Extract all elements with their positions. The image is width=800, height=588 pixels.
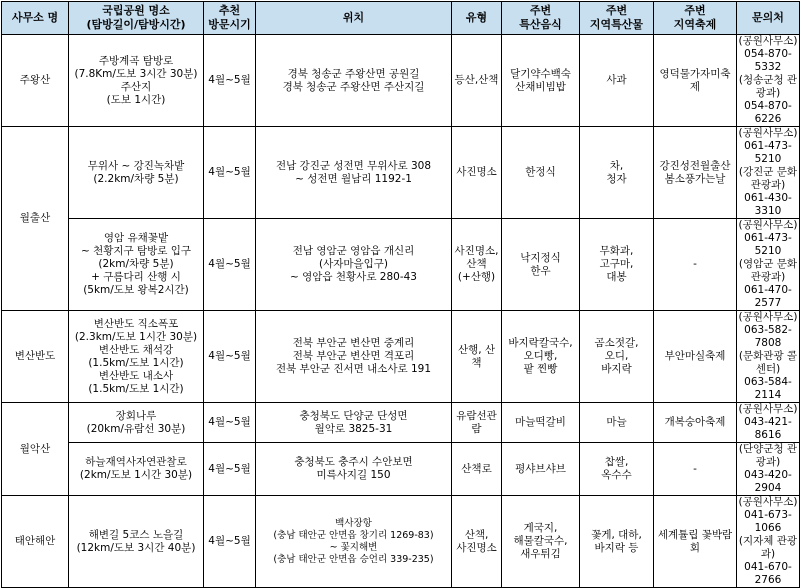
type-cell: 산책, 사진명소	[452, 496, 502, 588]
table-row	[2, 219, 800, 311]
location-cell: 전북 부안군 변산면 중계리 전북 부안군 변산면 격포리 전북 부안군 진서면 내소사로 191	[256, 311, 452, 403]
food-cell: 마늘떡갈비	[502, 403, 580, 443]
table-row	[2, 311, 800, 403]
season-cell: 4월~5월	[204, 496, 256, 588]
season-cell: 4월~5월	[204, 127, 256, 219]
header-contact: 문의처	[737, 2, 800, 35]
header-product: 주변 지역특산물	[580, 2, 654, 35]
contact-cell: (단양군청 관광과) 043-420-2904	[737, 443, 800, 496]
park-info-table	[1, 1, 800, 588]
product-cell: 마늘	[580, 403, 654, 443]
location-cell: 충청북도 단양군 단성면 월악로 3825-31	[256, 403, 452, 443]
header-type: 유형	[452, 2, 502, 35]
office-name: 변산반도	[2, 311, 69, 403]
food-cell: 낙지정식 한우	[502, 219, 580, 311]
park-cell: 무위사 ~ 강진녹차밭 (2.2km/차량 5분)	[69, 127, 204, 219]
type-cell: 산행, 산책	[452, 311, 502, 403]
festival-cell: -	[654, 443, 737, 496]
park-cell: 하늘재역사자연관찰로 (2km/도보 1시간 30분)	[69, 443, 204, 496]
park-cell: 영암 유채꽃밭 ~ 천황지구 탐방로 입구 (2km/차량 5분) + 구름다리 산행 시 (5km/도보 왕복2시간)	[69, 219, 204, 311]
header-season: 추천 방문시기	[204, 2, 256, 35]
contact-cell: (공원사무소) 054-870-5332 (청송군청 관광과) 054-870-6226	[737, 35, 800, 127]
product-cell: 찹쌀, 옥수수	[580, 443, 654, 496]
season-cell: 4월~5월	[204, 403, 256, 443]
location-cell: 전남 강진군 성전면 무위사로 308 ~ 성전면 월남리 1192-1	[256, 127, 452, 219]
office-name: 월악산	[2, 403, 69, 496]
contact-cell: (공원사무소) 043-421-8616	[737, 403, 800, 443]
food-cell: 평샤브샤브	[502, 443, 580, 496]
season-cell: 4월~5월	[204, 35, 256, 127]
location-cell: 충청북도 충주시 수안보면 미륵사지길 150	[256, 443, 452, 496]
contact-cell: (공원사무소) 063-582-7808 (문화관광 콜센터) 063-584-2114	[737, 311, 800, 403]
header-row	[2, 2, 800, 35]
contact-cell: (공원사무소) 061-473-5210 (강진군 문화관광과) 061-430-3310	[737, 127, 800, 219]
table-row	[2, 35, 800, 127]
season-cell: 4월~5월	[204, 311, 256, 403]
type-cell: 등산,산책	[452, 35, 502, 127]
location-cell: 전남 영암군 영암읍 개신리 (사자마을입구) ~ 영암읍 천황사로 280-43	[256, 219, 452, 311]
park-cell: 해변길 5코스 노을길 (12km/도보 3시간 40분)	[69, 496, 204, 588]
type-cell: 유람선관람	[452, 403, 502, 443]
contact-cell: (공원사무소) 061-473-5210 (영암군 문화관광과) 061-470-2577	[737, 219, 800, 311]
food-cell: 게국지, 해물칼국수, 새우튀김	[502, 496, 580, 588]
header-food: 주변 특산음식	[502, 2, 580, 35]
location-cell: 백사장항 (충남 태안군 안면읍 창기리 1269-83) ~ 꽃지해변 (충남 태안군 안면읍 승언리 339-235)	[256, 496, 452, 588]
header-park: 국립공원 명소 (탐방길이/탐방시간)	[69, 2, 204, 35]
food-cell: 한정식	[502, 127, 580, 219]
table-row	[2, 127, 800, 219]
type-cell: 사진명소	[452, 127, 502, 219]
office-name: 주왕산	[2, 35, 69, 127]
header-office: 사무소 명	[2, 2, 69, 35]
park-cell: 장회나루 (20km/유람선 30분)	[69, 403, 204, 443]
product-cell: 사과	[580, 35, 654, 127]
festival-cell: -	[654, 219, 737, 311]
office-name: 태안해안	[2, 496, 69, 588]
type-cell: 산책로	[452, 443, 502, 496]
food-cell: 바지락칼국수, 오디빵, 팥 찐빵	[502, 311, 580, 403]
season-cell: 4월~5월	[204, 219, 256, 311]
table-row	[2, 403, 800, 443]
office-name: 월출산	[2, 127, 69, 311]
contact-cell: (공원사무소) 041-673-1066 (지자체 관광과) 041-670-2766	[737, 496, 800, 588]
festival-cell: 개복숭아축제	[654, 403, 737, 443]
festival-cell: 부안마실축제	[654, 311, 737, 403]
festival-cell: 세계튤립 꽃박람회	[654, 496, 737, 588]
product-cell: 꽃게, 대하, 바지락 등	[580, 496, 654, 588]
festival-cell: 영덕물가자미축제	[654, 35, 737, 127]
park-cell: 변산반도 직소폭포 (2.3km/도보 1시간 30분) 변산반도 채석강 (1.5km/도보 1시간) 변산반도 내소사 (1.5km/도보 1시간)	[69, 311, 204, 403]
type-cell: 사진명소, 산책 (+산행)	[452, 219, 502, 311]
park-cell: 주방계곡 탐방로 (7.8Km/도보 3시간 30분) 주산지 (도보 1시간)	[69, 35, 204, 127]
product-cell: 곰소젓갈, 오디, 바지락	[580, 311, 654, 403]
header-location: 위치	[256, 2, 452, 35]
location-cell: 경북 청송군 주왕산면 공원길 경북 청송군 주왕산면 주산지길	[256, 35, 452, 127]
season-cell: 4월~5월	[204, 443, 256, 496]
table-row	[2, 443, 800, 496]
table-row	[2, 496, 800, 588]
product-cell: 무화과, 고구마, 대봉	[580, 219, 654, 311]
product-cell: 차, 청자	[580, 127, 654, 219]
header-festival: 주변 지역축제	[654, 2, 737, 35]
food-cell: 달기약수백숙 산채비빔밥	[502, 35, 580, 127]
festival-cell: 강진성전월출산 봄소풍가는날	[654, 127, 737, 219]
